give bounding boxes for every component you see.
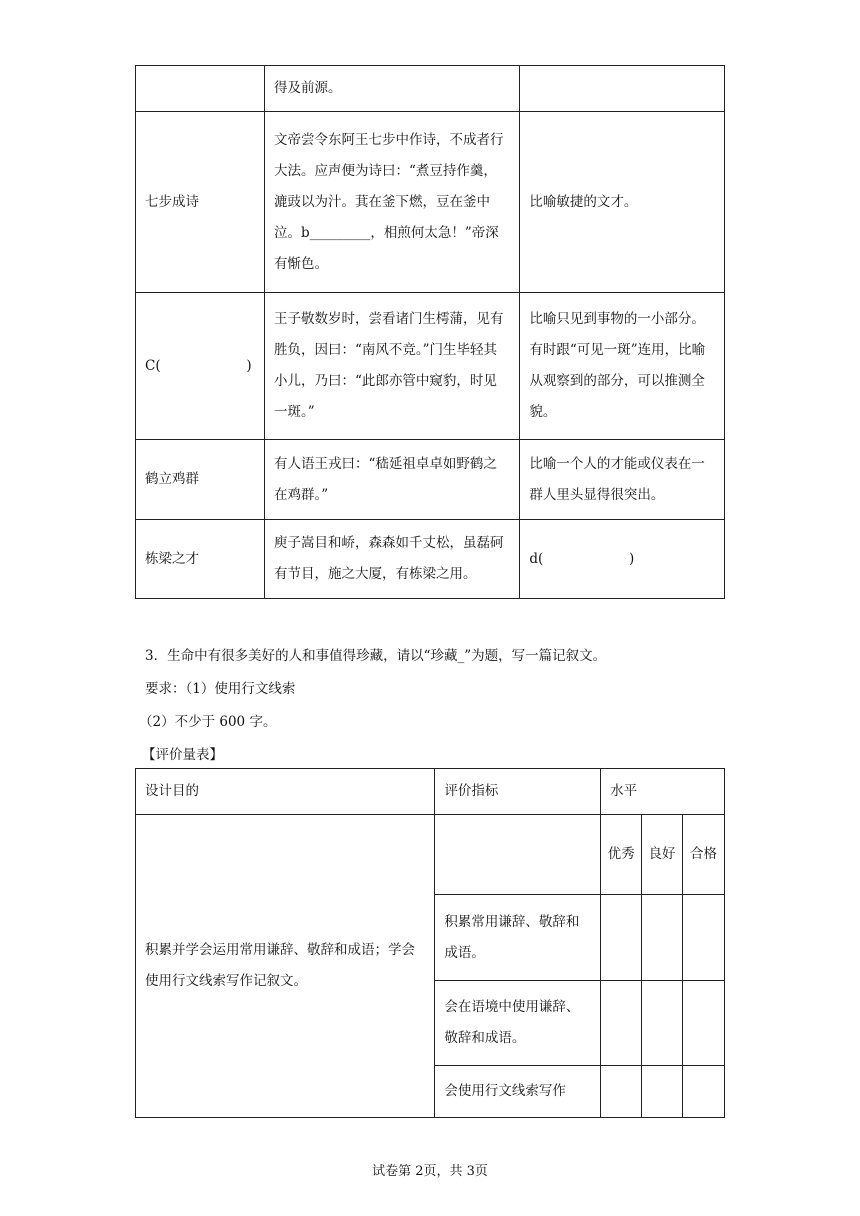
score-cell (601, 895, 642, 981)
idiom-cell: 鹤立鸡群 (136, 440, 265, 520)
header-indicator: 评价指标 (435, 769, 601, 815)
requirement-2: （2）不少于 600 字。 (139, 714, 277, 730)
score-cell (683, 895, 725, 981)
requirement-1: 要求：（1）使用行文线索 (145, 681, 296, 697)
idiom-cell: C( ) (136, 293, 265, 440)
score-cell (683, 1066, 725, 1118)
question-3 (139, 640, 607, 772)
score-cell (601, 981, 642, 1066)
score-cell (642, 1066, 683, 1118)
meaning-cell: 比喻敏捷的文才。 (520, 112, 725, 293)
evaluation-heading: 【评价量表】 (142, 747, 223, 763)
score-cell (683, 981, 725, 1066)
table-row (136, 112, 725, 293)
page-footer: 试卷第 2页，共 3页 (372, 1164, 488, 1179)
header-level: 水平 (601, 769, 725, 815)
level-pass: 合格 (683, 815, 725, 895)
meaning-cell (520, 66, 725, 112)
story-cell: 文帝尝令东阿王七步中作诗，不成者行大法。应声便为诗曰：“煮豆持作羹，漉豉以为汁。萁在釜下燃，豆在釜中泣。b_________，相煎何太急！”帝深有惭色。 (264, 112, 519, 293)
idiom-table (135, 65, 725, 599)
score-cell (601, 1066, 642, 1118)
evaluation-table (135, 768, 725, 1118)
idiom-cell: 栋梁之才 (136, 520, 265, 599)
score-cell (642, 981, 683, 1066)
story-cell: 得及前源。 (264, 66, 519, 112)
story-cell: 王子敬数岁时，尝看诸门生樗蒲，见有胜负，因曰：“南风不竞。”门生毕轻其小儿，乃曰：“此郎亦管中窥豹，时见一斑。” (264, 293, 519, 440)
table-row (136, 293, 725, 440)
goal-cell: 积累并学会运用常用谦辞、敬辞和成语；学会使用行文线索写作记叙文。 (136, 815, 435, 1118)
empty-cell (435, 815, 601, 895)
indicator-cell: 积累常用谦辞、敬辞和成语。 (435, 895, 601, 981)
idiom-cell (136, 66, 265, 112)
meaning-cell: d( ) (520, 520, 725, 599)
story-cell: 有人语王戎曰：“嵇延祖卓卓如野鹤之在鸡群。” (264, 440, 519, 520)
question-prompt: 3．生命中有很多美好的人和事值得珍藏，请以“珍藏_”为题，写一篇记叙文。 (145, 648, 607, 664)
level-excellent: 优秀 (601, 815, 642, 895)
meaning-cell: 比喻一个人的才能或仪表在一群人里头显得很突出。 (520, 440, 725, 520)
table-row (136, 66, 725, 112)
table-row (136, 520, 725, 599)
story-cell: 庾子嵩目和峤，森森如千丈松，虽磊砢有节目，施之大厦，有栋梁之用。 (264, 520, 519, 599)
table-row (136, 440, 725, 520)
header-goal: 设计目的 (136, 769, 435, 815)
score-cell (642, 895, 683, 981)
idiom-cell: 七步成诗 (136, 112, 265, 293)
table-row (136, 769, 725, 815)
table-row (136, 815, 725, 895)
meaning-cell: 比喻只见到事物的一小部分。有时跟“可见一斑”连用，比喻从观察到的部分，可以推测全貌。 (520, 293, 725, 440)
indicator-cell: 会在语境中使用谦辞、敬辞和成语。 (435, 981, 601, 1066)
indicator-cell: 会使用行文线索写作 (435, 1066, 601, 1118)
level-good: 良好 (642, 815, 683, 895)
